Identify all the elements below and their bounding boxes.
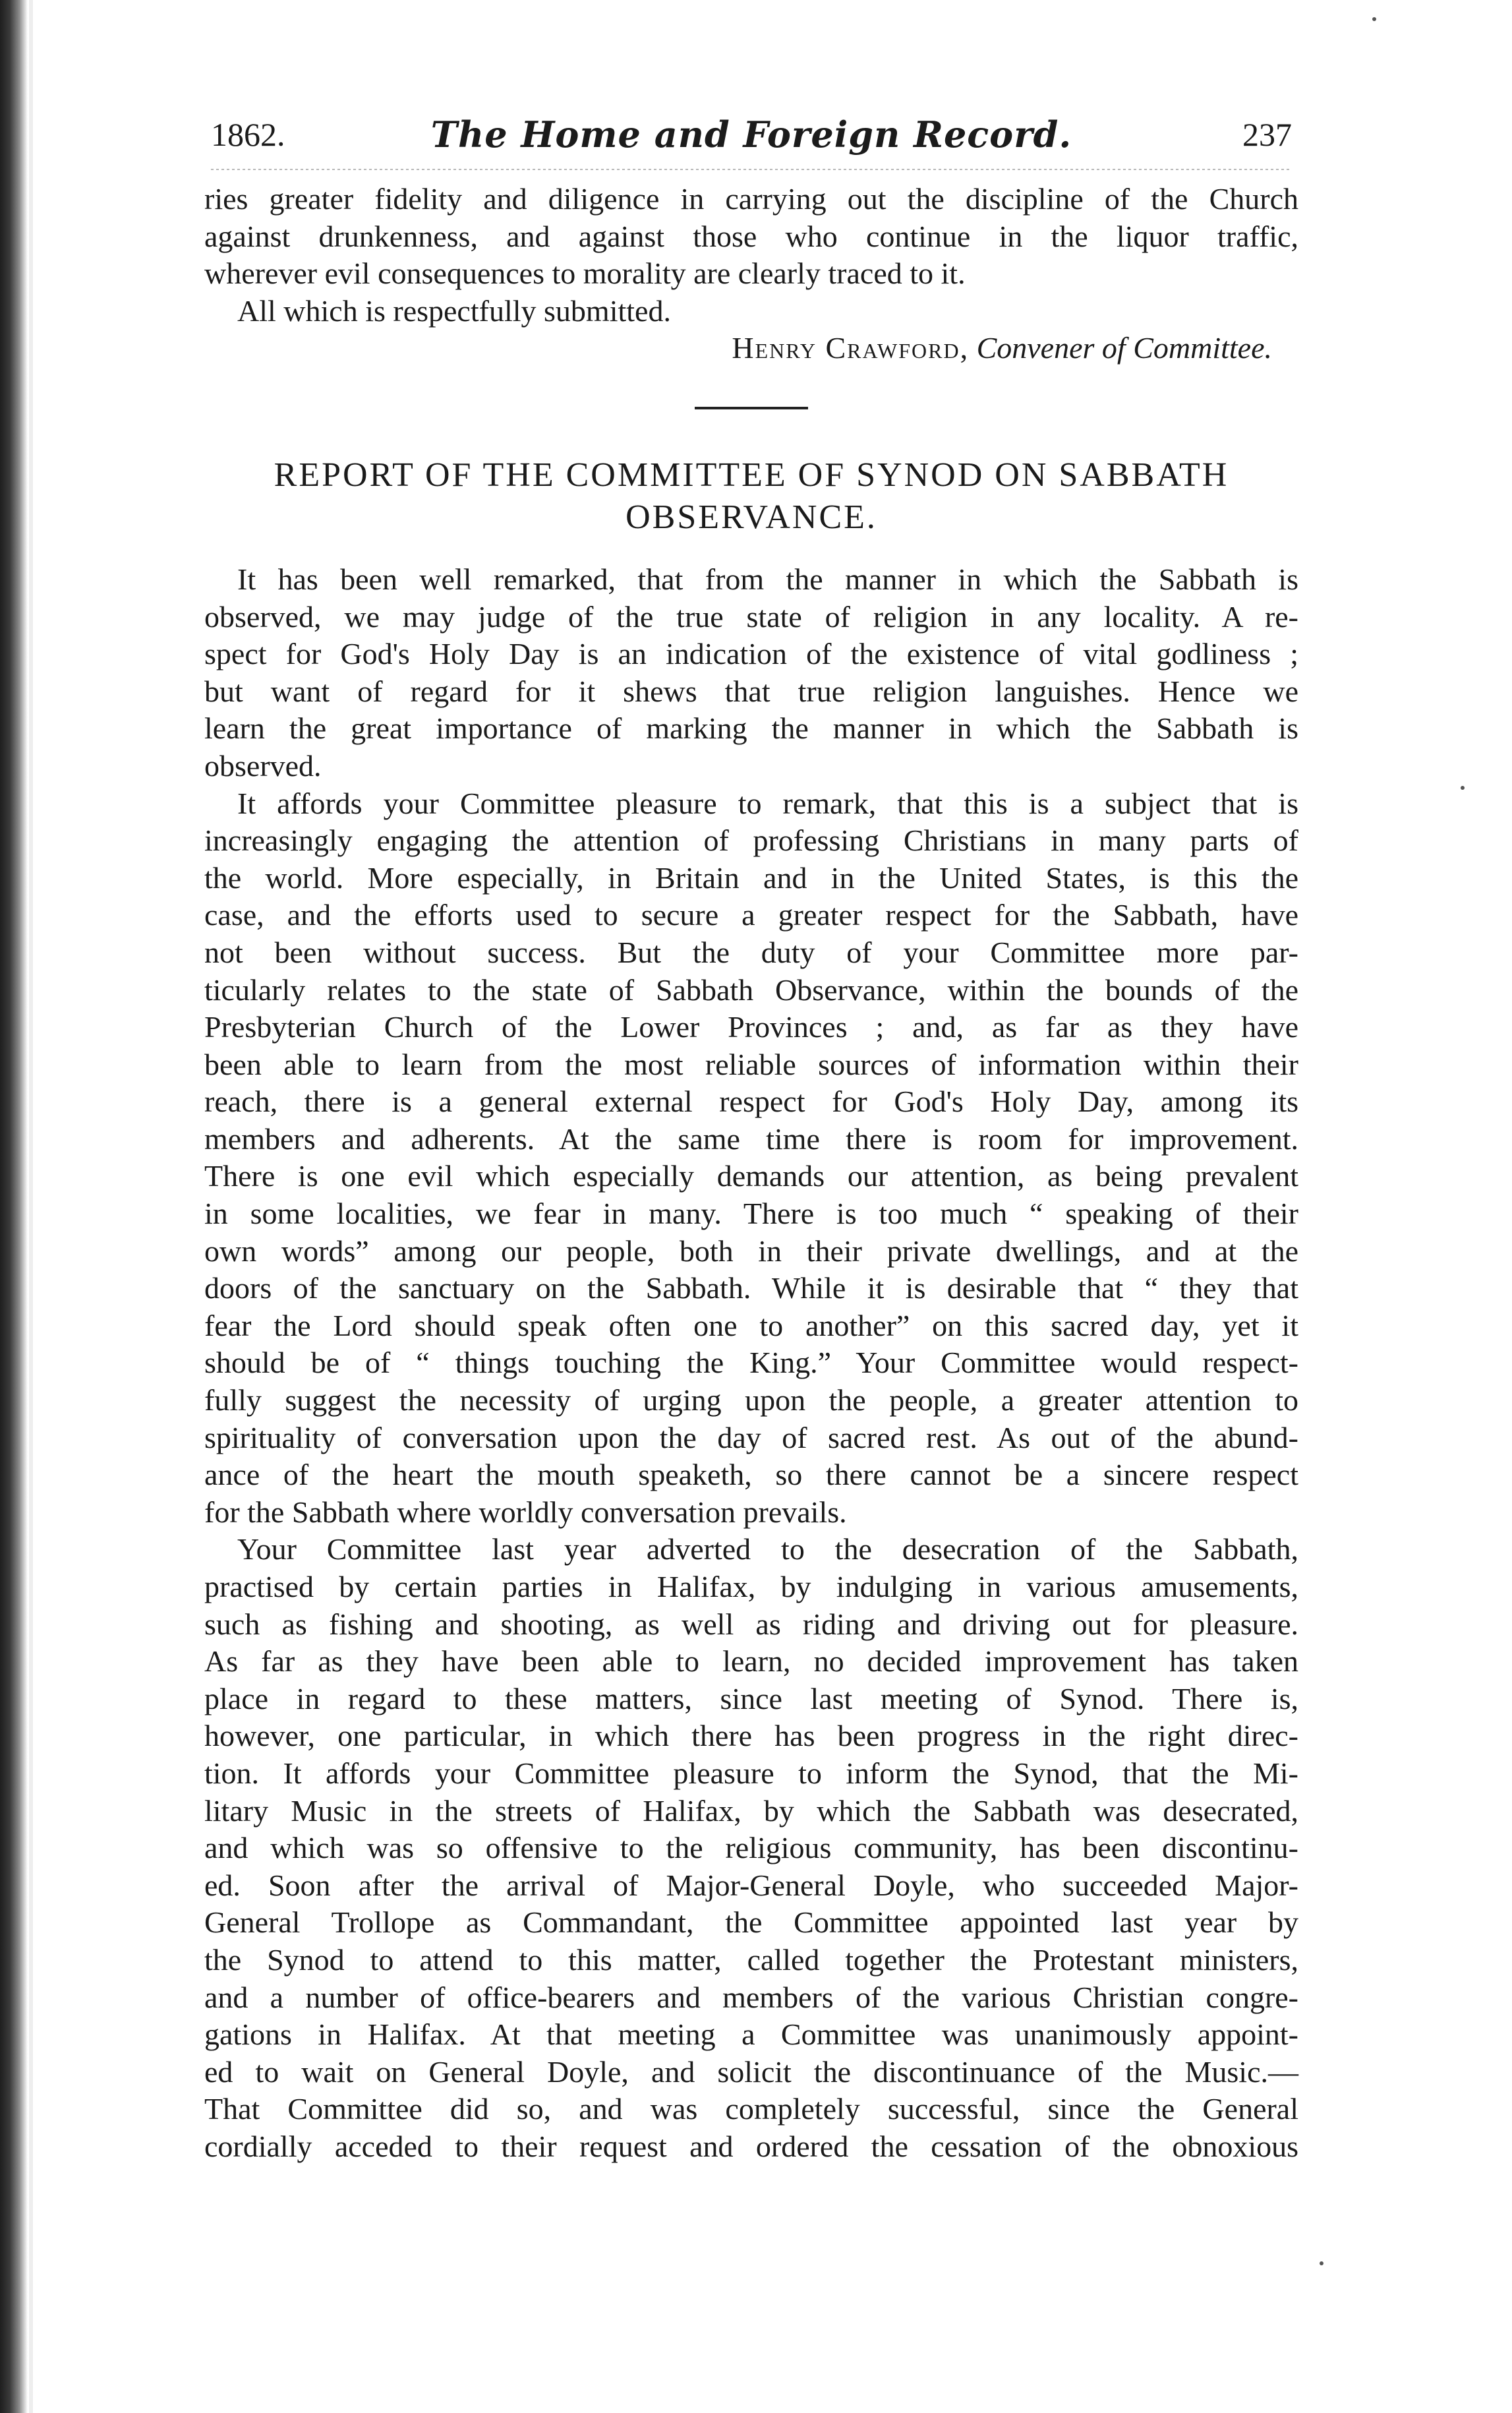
- text-line: been able to learn from the most reliable sources of information within their: [204, 1047, 1298, 1081]
- text-line: It affords your Committee pleasure to remark, that this is a subject that is: [237, 786, 1298, 820]
- text-line: All which is respectfully submitted.: [237, 293, 671, 328]
- text-line: cordially acceded to their request and ordered the cessation of the obnoxious: [204, 2129, 1298, 2163]
- text-line: spirituality of conversation upon the day of sacred rest. As out of the abund-: [204, 1420, 1298, 1454]
- text-line: reach, there is a general external respect for God's Holy Day, among its: [204, 1085, 1298, 1119]
- text-line: and a number of office-bearers and members of the various Christian congre-: [204, 1980, 1298, 2014]
- report-title-line: REPORT OF THE COMMITTEE OF SYNOD ON SABBATH: [274, 456, 1229, 494]
- text-line: the Synod to attend to this matter, called together the Protestant ministers,: [204, 1942, 1298, 1977]
- text-line: observed, we may judge of the true state of religion in any locality. A re-: [204, 599, 1298, 634]
- signature-title: Convener of Committee.: [976, 331, 1272, 365]
- text-line: but want of regard for it shews that true religion languishes. Hence we: [204, 674, 1298, 708]
- text-line: ed to wait on General Doyle, and solicit the discontinuance of the Music.—: [204, 2054, 1298, 2089]
- text-line: ticularly relates to the state of Sabbath Observance, within the bounds of the: [204, 972, 1298, 1007]
- text-line: Presbyterian Church of the Lower Provinces ; and, as far as they have: [204, 1010, 1298, 1044]
- signature: [204, 330, 1298, 367]
- text-line: tion. It affords your Committee pleasure to inform the Synod, that the Mi-: [204, 1756, 1298, 1790]
- text-line: against drunkenness, and against those who continue in the liquor traffic,: [204, 219, 1298, 253]
- text-line: As far as they have been able to learn, no decided improvement has taken: [204, 1644, 1298, 1679]
- text-line: observed.: [204, 748, 322, 783]
- text-line: ries greater fidelity and diligence in carrying out the discipline of the Church: [204, 182, 1298, 216]
- text-line: Your Committee last year adverted to the desecration of the Sabbath,: [237, 1532, 1298, 1566]
- text-line: practised by certain parties in Halifax, by indulging in various amusements,: [204, 1570, 1298, 1603]
- running-header: [211, 109, 1292, 160]
- continued-paragraph: [204, 181, 1298, 293]
- text-line: fear the Lord should speak often one to another” on this sacred day, yet it: [204, 1308, 1298, 1342]
- text-line: such as fishing and shooting, as well as riding and driving out for pleasure.: [204, 1607, 1298, 1641]
- text-line: doors of the sanctuary on the Sabbath. While it is desirable that “ they that: [204, 1271, 1298, 1305]
- text-line: ed. Soon after the arrival of Major-General Doyle, who succeeded Major-: [204, 1868, 1298, 1902]
- text-line: ance of the heart the mouth speaketh, so there cannot be a sincere respect: [204, 1458, 1298, 1492]
- scan-speck: [1461, 786, 1465, 790]
- text-line: There is one evil which especially demands our attention, as being prevalent: [204, 1159, 1298, 1193]
- report-title-line: OBSERVANCE.: [625, 498, 877, 536]
- journal-title: The Home and Foreign Record.: [430, 113, 1072, 156]
- text-line: gations in Halifax. At that meeting a Committee was unanimously appoint-: [204, 2017, 1298, 2052]
- submission-line: [204, 293, 1298, 330]
- text-line: spect for God's Holy Day is an indication of the existence of vital godliness ;: [204, 637, 1298, 671]
- text-line: case, and the efforts used to secure a greater respect for the Sabbath, have: [204, 898, 1298, 932]
- signature-name: Henry Crawford,: [732, 331, 970, 365]
- text-line: own words” among our people, both in their private dwellings, and at the: [204, 1234, 1298, 1268]
- text-column: [204, 181, 1298, 2166]
- text-line: That Committee did so, and was completely successful, since the General: [204, 2092, 1298, 2126]
- scan-speck: [1320, 2261, 1323, 2265]
- page-number: 237: [1242, 116, 1292, 153]
- text-line: the world. More especially, in Britain and in the United States, is this the: [204, 860, 1298, 895]
- report-paragraph: [204, 561, 1298, 785]
- text-line: and which was so offensive to the religious community, has been discontinu-: [204, 1831, 1298, 1865]
- text-line: litary Music in the streets of Halifax, by which the Sabbath was desecrated,: [204, 1793, 1298, 1828]
- text-line: learn the great importance of marking the manner in which the Sabbath is: [204, 711, 1298, 746]
- report-title: [204, 454, 1298, 539]
- report-paragraph: [204, 785, 1298, 1532]
- binding-shadow: [0, 0, 28, 2413]
- text-line: members and adherents. At the same time there is room for improvement.: [204, 1121, 1298, 1156]
- scan-speck: [1372, 17, 1376, 21]
- text-line: General Trollope as Commandant, the Committee appointed last year by: [204, 1905, 1298, 1940]
- text-line: should be of “ things touching the King.” Your Committee would respect-: [204, 1346, 1298, 1380]
- text-line: increasingly engaging the attention of professing Christians in many parts of: [204, 823, 1298, 858]
- text-line: fully suggest the necessity of urging upon the people, a greater attention to: [204, 1383, 1298, 1417]
- text-line: for the Sabbath where worldly conversation prevails.: [204, 1495, 847, 1529]
- text-line: not been without success. But the duty of your Committee more par-: [204, 935, 1298, 969]
- section-divider: [695, 407, 808, 409]
- binding-gutter: [29, 0, 33, 2413]
- text-line: place in regard to these matters, since last meeting of Synod. There is,: [204, 1681, 1298, 1715]
- text-line: It has been well remarked, that from the manner in which the Sabbath is: [237, 562, 1298, 596]
- header-rule: [211, 169, 1292, 170]
- text-line: however, one particular, in which there has been progress in the right direc-: [204, 1719, 1298, 1753]
- header-year: 1862.: [211, 116, 285, 153]
- text-line: wherever evil consequences to morality are clearly traced to it.: [204, 256, 966, 291]
- report-paragraph: [204, 1531, 1298, 2165]
- text-line: in some localities, we fear in many. There is too much “ speaking of their: [204, 1197, 1298, 1231]
